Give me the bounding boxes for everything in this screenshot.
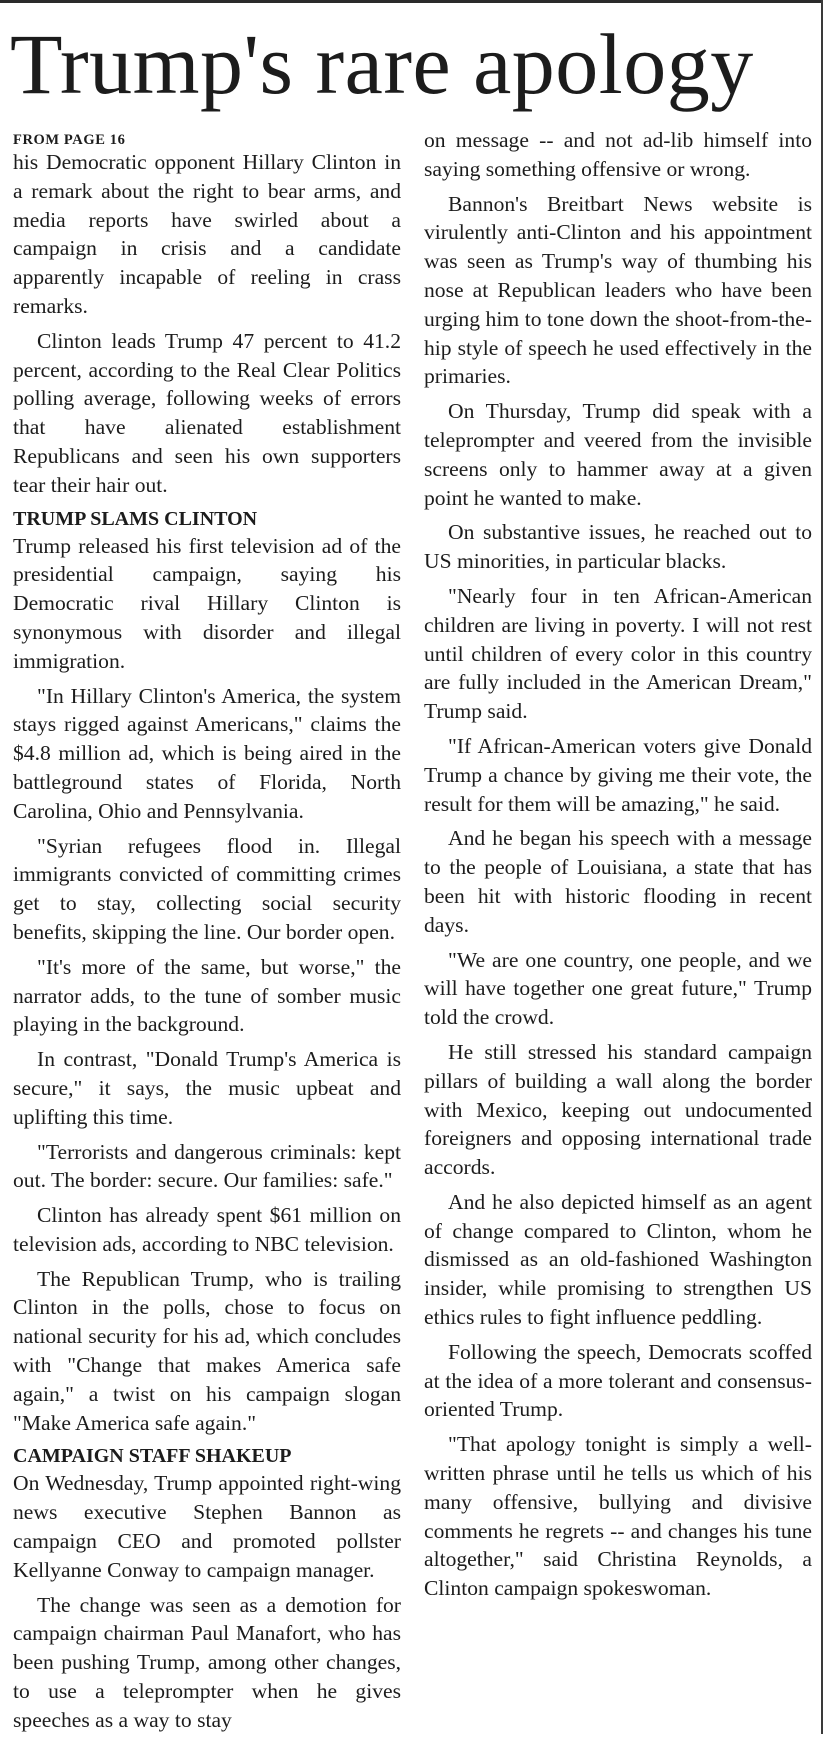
paragraph: on message -- and not ad-lib himself into saying something offensive or wrong. — [424, 128, 812, 181]
paragraph: Clinton leads Trump 47 percent to 41.2 percent, according to the Real Clear Politics polling average, following weeks of errors that have alienated establishment Republicans and seen his own supporters tear their hair out. — [13, 328, 401, 497]
paragraph: Trump released his first television ad of the presidential campaign, saying his Democratic rival Hillary Clinton is synonymous with disorder and illegal immigration. — [13, 533, 401, 673]
paragraph: "Terrorists and dangerous criminals: kept out. The border: secure. Our families: safe." — [13, 1139, 401, 1193]
paragraph: "It's more of the same, but worse," the narrator adds, to the tune of somber music playing in the background. — [13, 954, 401, 1037]
paragraph: Clinton has already spent $61 million on television ads, according to NBC television. — [13, 1203, 401, 1256]
subhead-trump-slams-clinton: TRUMP SLAMS CLINTON — [13, 507, 258, 530]
headline: Trump's rare apology — [10, 16, 754, 112]
paragraph: "We are one country, one people, and we will have together one great future," Trump told the crowd. — [424, 947, 812, 1030]
paragraph: On substantive issues, he reached out to US minorities, in particular blacks. — [424, 520, 812, 574]
paragraph: "If African-American voters give Donald Trump a chance by giving me their vote, the result for them will be amazing," he said. — [424, 733, 812, 816]
paragraph: his Democratic opponent Hillary Clinton in a remark about the right to bear arms, and media reports have swirled about a campaign in crisis and a candidate apparently incapable of reeling in crass remarks. — [13, 150, 401, 318]
paragraph: "That apology tonight is simply a well-written phrase until he tells us which of his many offensive, bullying and divisive comments he regrets -- and changes his tune altogether," said Christina Reynolds, a Clinton campaign spokeswoman. — [424, 1432, 812, 1601]
paragraph: Following the speech, Democrats scoffed at the idea of a more tolerant and consensus-oriented Trump. — [424, 1339, 812, 1422]
left-column — [13, 126, 401, 1741]
paragraph: On Wednesday, Trump appointed right-wing news executive Stephen Bannon as campaign CEO and promoted pollster Kellyanne Conway to campaign manager. — [13, 1471, 401, 1582]
paragraph: "Syrian refugees flood in. Illegal immigrants convicted of committing crimes get to stay, collecting social security benefits, skipping the line. Our border open. — [13, 833, 401, 944]
right-column — [424, 126, 812, 1609]
paragraph: Bannon's Breitbart News website is virulently anti-Clinton and his appointment was seen as Trump's way of thumbing his nose at Republican leaders who have been urging him to tone down the shoot-from-the-hip style of speech he used effectively in the primaries. — [424, 191, 812, 389]
paragraph: "In Hillary Clinton's America, the system stays rigged against Americans," claims the $4.8 million ad, which is being aired in the battleground states of Florida, North Carolina, Ohio and Pennsylvania. — [13, 683, 401, 823]
paragraph: He still stressed his standard campaign pillars of building a wall along the border with Mexico, keeping out undocumented foreigners and opposing international trade accords. — [424, 1039, 812, 1180]
paragraph: In contrast, "Donald Trump's America is secure," it says, the music upbeat and uplifting this time. — [13, 1047, 401, 1129]
paragraph: On Thursday, Trump did speak with a teleprompter and veered from the invisible screens only to hammer away at a given point he wanted to make. — [424, 399, 812, 510]
top-rule — [0, 0, 822, 3]
paragraph: And he also depicted himself as an agent of change compared to Clinton, whom he dismissed as an old-fashioned Washington insider, while promising to strengthen US ethics rules to fight influence peddling. — [424, 1189, 812, 1330]
paragraph: "Nearly four in ten African-American children are living in poverty. I will not rest until children of every color in this country are fully included in the American Dream," Trump said. — [424, 583, 812, 724]
kicker: FROM PAGE 16 — [13, 132, 126, 148]
subhead-campaign-staff-shakeup: CAMPAIGN STAFF SHAKEUP — [13, 1445, 292, 1468]
paragraph: And he began his speech with a message to the people of Louisiana, a state that has been hit with historic flooding in recent days. — [424, 826, 812, 937]
paragraph: The Republican Trump, who is trailing Clinton in the polls, chose to focus on national security for his ad, which concludes with "Change that makes America safe again," a twist on his campaign slogan "Make America safe again." — [13, 1266, 401, 1435]
paragraph: The change was seen as a demotion for campaign chairman Paul Manafort, who has been pushing Trump, among other changes, to use a teleprompter when he gives speeches as a way to stay — [13, 1592, 401, 1732]
